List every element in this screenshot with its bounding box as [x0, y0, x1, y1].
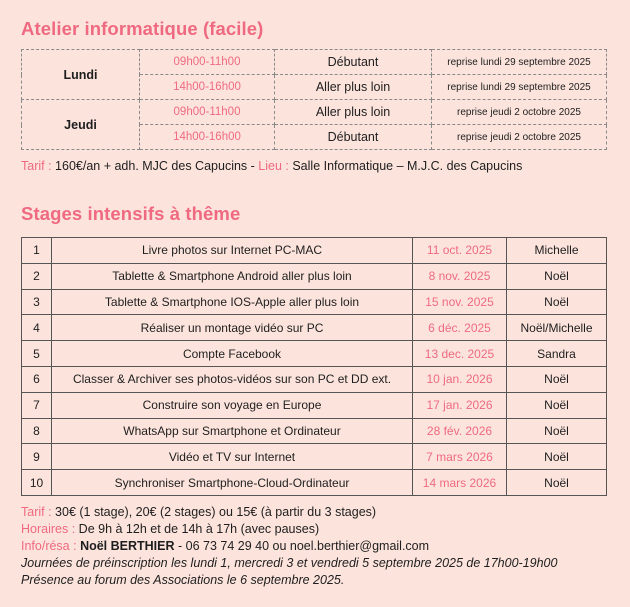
footer-tarif-label: Tarif :	[21, 505, 52, 519]
stage-title-cell: Construire son voyage en Europe	[52, 392, 413, 418]
lieu-text: Salle Informatique – M.J.C. des Capucins	[288, 159, 523, 173]
stage-number-cell: 8	[22, 418, 52, 444]
atelier-tarif-line	[21, 159, 522, 173]
stage-date-cell: 7 mars 2026	[413, 444, 507, 470]
stage-row	[22, 238, 607, 264]
stage-row	[22, 470, 607, 496]
stage-title-cell: Tablette & Smartphone Android aller plus loin	[52, 263, 413, 289]
time-cell: 14h00-16h00	[140, 125, 275, 150]
stage-row	[22, 392, 607, 418]
footer-info-line	[21, 539, 429, 553]
level-cell: Aller plus loin	[275, 75, 432, 100]
time-cell: 09h00-11h00	[140, 50, 275, 75]
atelier-title: Atelier informatique (facile)	[21, 18, 264, 39]
footer-tarif-line	[21, 505, 376, 519]
stage-teacher-cell: Sandra	[507, 341, 607, 367]
stage-number-cell: 7	[22, 392, 52, 418]
stage-number-cell: 3	[22, 289, 52, 315]
tarif-label: Tarif :	[21, 159, 52, 173]
stage-date-cell: 8 nov. 2025	[413, 263, 507, 289]
stage-title-cell: Tablette & Smartphone IOS-Apple aller plus loin	[52, 289, 413, 315]
stage-title-cell: Livre photos sur Internet PC-MAC	[52, 238, 413, 264]
stage-row	[22, 444, 607, 470]
footer-horaires-line	[21, 522, 319, 536]
day-cell: Jeudi	[22, 100, 140, 150]
stage-row	[22, 418, 607, 444]
stage-teacher-cell: Noël/Michelle	[507, 315, 607, 341]
forum-line: Présence au forum des Associations le 6 septembre 2025.	[21, 573, 345, 587]
stage-title-cell: Compte Facebook	[52, 341, 413, 367]
stage-number-cell: 4	[22, 315, 52, 341]
time-cell: 14h00-16h00	[140, 75, 275, 100]
stage-teacher-cell: Noël	[507, 470, 607, 496]
stage-date-cell: 28 fév. 2026	[413, 418, 507, 444]
stage-number-cell: 1	[22, 238, 52, 264]
level-cell: Débutant	[275, 50, 432, 75]
stage-number-cell: 9	[22, 444, 52, 470]
stage-teacher-cell: Noël	[507, 444, 607, 470]
stages-table	[21, 237, 607, 496]
stage-teacher-cell: Noël	[507, 392, 607, 418]
stage-row	[22, 341, 607, 367]
atelier-schedule-table	[21, 49, 607, 150]
schedule-row	[22, 100, 607, 125]
stage-date-cell: 10 jan. 2026	[413, 366, 507, 392]
info-name: Noël BERTHIER	[76, 539, 175, 553]
stage-row	[22, 315, 607, 341]
stage-teacher-cell: Noël	[507, 263, 607, 289]
stage-date-cell: 6 déc. 2025	[413, 315, 507, 341]
stage-row	[22, 263, 607, 289]
info-text: - 06 73 74 29 40 ou noel.berthier@gmail.com	[174, 539, 430, 553]
stage-number-cell: 6	[22, 366, 52, 392]
horaires-text: De 9h à 12h et de 14h à 17h (avec pauses)	[75, 522, 320, 536]
stage-number-cell: 2	[22, 263, 52, 289]
stage-date-cell: 11 oct. 2025	[413, 238, 507, 264]
stage-title-cell: WhatsApp sur Smartphone et Ordinateur	[52, 418, 413, 444]
stage-number-cell: 10	[22, 470, 52, 496]
stage-title-cell: Vidéo et TV sur Internet	[52, 444, 413, 470]
reprise-cell: reprise lundi 29 septembre 2025	[432, 75, 607, 100]
stage-date-cell: 17 jan. 2026	[413, 392, 507, 418]
level-cell: Aller plus loin	[275, 100, 432, 125]
horaires-label: Horaires :	[21, 522, 76, 536]
tarif-text: 160€/an + adh. MJC des Capucins -	[51, 159, 259, 173]
stage-date-cell: 14 mars 2026	[413, 470, 507, 496]
stage-title-cell: Classer & Archiver ses photos-vidéos sur son PC et DD ext.	[52, 366, 413, 392]
schedule-row	[22, 50, 607, 75]
reprise-cell: reprise jeudi 2 octobre 2025	[432, 125, 607, 150]
stage-date-cell: 15 nov. 2025	[413, 289, 507, 315]
info-label: Info/résa :	[21, 539, 77, 553]
stage-number-cell: 5	[22, 341, 52, 367]
reprise-cell: reprise jeudi 2 octobre 2025	[432, 100, 607, 125]
day-cell: Lundi	[22, 50, 140, 100]
stage-row	[22, 289, 607, 315]
level-cell: Débutant	[275, 125, 432, 150]
stage-date-cell: 13 dec. 2025	[413, 341, 507, 367]
journees-line: Journées de préinscription les lundi 1, mercredi 3 et vendredi 5 septembre 2025 de 17h00-19h00	[21, 556, 558, 570]
stage-teacher-cell: Noël	[507, 289, 607, 315]
stage-teacher-cell: Noël	[507, 366, 607, 392]
stage-title-cell: Synchroniser Smartphone-Cloud-Ordinateur	[52, 470, 413, 496]
stages-title: Stages intensifs à thême	[21, 203, 241, 224]
stage-teacher-cell: Noël	[507, 418, 607, 444]
stage-teacher-cell: Michelle	[507, 238, 607, 264]
stage-title-cell: Réaliser un montage vidéo sur PC	[52, 315, 413, 341]
lieu-label: Lieu :	[258, 159, 289, 173]
reprise-cell: reprise lundi 29 septembre 2025	[432, 50, 607, 75]
stage-row	[22, 366, 607, 392]
time-cell: 09h00-11h00	[140, 100, 275, 125]
footer-tarif-text: 30€ (1 stage), 20€ (2 stages) ou 15€ (à partir du 3 stages)	[51, 505, 377, 519]
